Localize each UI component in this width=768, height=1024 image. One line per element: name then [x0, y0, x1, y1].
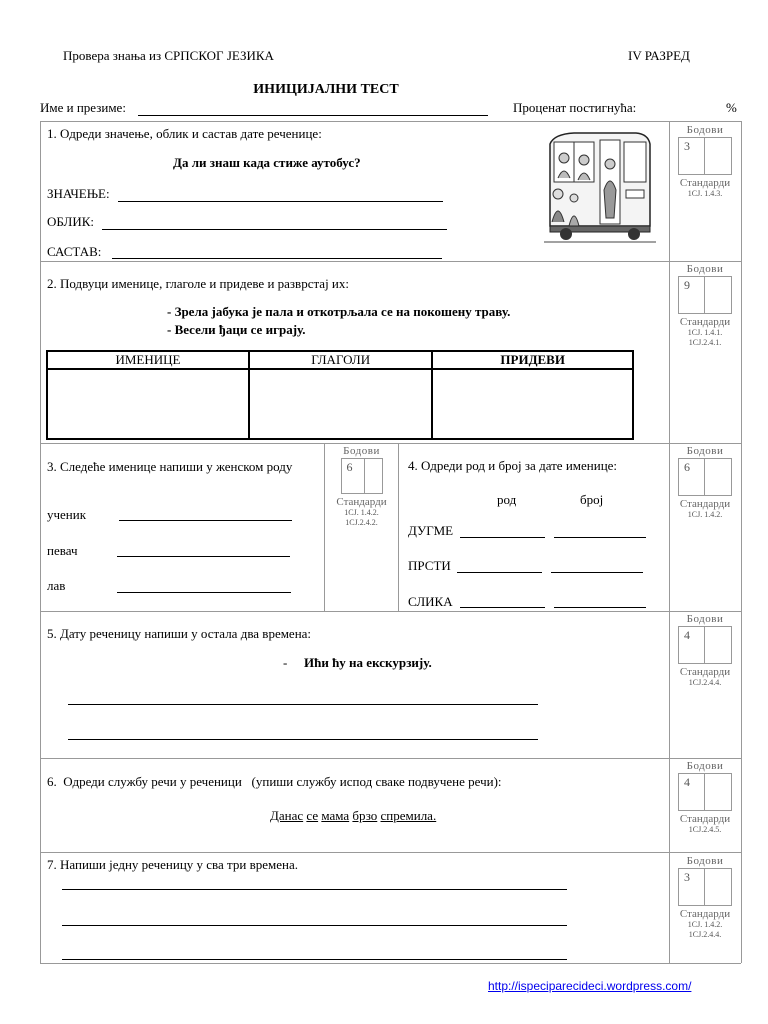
frame-left — [40, 121, 41, 963]
q5-standards-label: Стандарди — [679, 666, 731, 678]
q1-points-box[interactable] — [678, 137, 732, 175]
q3-word-1: ученик — [47, 507, 87, 522]
q4-number-header: број — [580, 492, 604, 507]
q2-verbs-cell[interactable] — [249, 369, 432, 439]
q1-meaning-field[interactable] — [118, 201, 443, 202]
q6-prompt: 6. Одреди службу речи у реченици (упиши службу испод сваке подвучене речи): — [47, 774, 502, 789]
q7-standard-code-1: 1СЈ. 1.4.2. — [687, 920, 723, 929]
q2-prompt: 2. Подвуци именице, глаголе и придеве и разврстај их: — [47, 276, 350, 291]
q7-prompt: 7. Напиши једну реченицу у сва три времена. — [47, 857, 298, 872]
q3-points-box[interactable] — [341, 458, 383, 494]
q4-word-1: ДУГМЕ — [408, 523, 454, 538]
bus-illustration-icon — [544, 130, 656, 246]
q6-points-value: 4 — [684, 775, 690, 789]
q3-prompt: 3. Следеће именице напиши у женском роду — [47, 459, 293, 474]
q2-standard-code-2: 1СЈ.2.4.1. — [688, 338, 722, 347]
frame-right — [741, 121, 742, 963]
q2-points-value: 9 — [684, 278, 690, 292]
q4-standard-code: 1СЈ. 1.4.2. — [687, 510, 723, 519]
q2-column-verbs: ГЛАГОЛИ — [249, 351, 432, 369]
q7-answer-1[interactable] — [62, 889, 567, 890]
q1-standard-code: 1СЈ. 1.4.3. — [687, 189, 723, 198]
q3-points-value: 6 — [346, 460, 353, 474]
q5-sentence: Ићи ћу на екскурзију. — [304, 655, 432, 670]
q4-number-answer-3[interactable] — [554, 607, 646, 608]
q3-score-panel — [325, 445, 398, 528]
q4-word-2: ПРСТИ — [408, 558, 451, 573]
q4-points-label: Бодови — [686, 445, 724, 457]
q4-prompt: 4. Одреди род и број за дате именице: — [408, 458, 618, 473]
q5-points-value: 4 — [684, 628, 690, 642]
source-link[interactable]: http://ispeciparecideci.wordpress.com/ — [488, 979, 692, 993]
q1-points-label: Бодови — [686, 124, 724, 136]
q4-word-3: СЛИКА — [408, 594, 453, 609]
q4-points-box[interactable] — [678, 458, 732, 496]
q1-points-value: 3 — [684, 139, 690, 153]
q4-gender-answer-2[interactable] — [457, 572, 542, 573]
q6-word-3: мама — [321, 808, 350, 823]
grade-label: IV РАЗРЕД — [628, 48, 690, 63]
percent-sign: % — [726, 100, 737, 115]
q1-standards-label: Стандарди — [679, 177, 731, 189]
q3-score-right-divider — [398, 443, 399, 611]
q5-dash: - — [283, 655, 288, 670]
q2-adjectives-cell[interactable] — [432, 369, 633, 439]
q4-number-answer-1[interactable] — [554, 537, 646, 538]
q7-answer-3[interactable] — [62, 959, 567, 960]
name-label: Име и презиме: — [40, 100, 126, 115]
q7-points-box[interactable] — [678, 868, 732, 906]
q3-answer-2[interactable] — [117, 556, 290, 557]
frame-divider-1 — [40, 261, 741, 262]
frame-divider-3 — [40, 611, 741, 612]
q6-score-panel — [670, 760, 740, 835]
q6-standards-label: Стандарди — [679, 813, 731, 825]
q1-meaning-label: ЗНАЧЕЊЕ: — [47, 186, 110, 201]
q3-word-2: певач — [47, 543, 78, 558]
q1-form-field[interactable] — [102, 229, 447, 230]
frame-score-divider — [669, 121, 670, 963]
q3-word-3: лав — [47, 578, 66, 593]
q1-score-panel — [670, 124, 740, 199]
q6-standard-code: 1СЈ.2.4.5. — [688, 825, 722, 834]
q3-answer-3[interactable] — [117, 592, 291, 593]
subject-title: Провера знања из СРПСКОГ ЈЕЗИКА — [63, 48, 274, 63]
q5-prompt: 5. Дату реченицу напиши у остала два времена: — [47, 626, 312, 641]
frame-divider-2 — [40, 443, 741, 444]
q4-standards-label: Стандарди — [679, 498, 731, 510]
q2-sentence-2: - Весели ђаци се играју. — [167, 322, 306, 337]
q5-points-box[interactable] — [678, 626, 732, 664]
frame-top — [40, 121, 741, 122]
q7-points-value: 3 — [684, 870, 690, 884]
q2-nouns-cell[interactable] — [47, 369, 249, 439]
q1-structure-label: САСТАВ: — [47, 244, 102, 259]
q2-sentence-1: - Зрела јабука је пала и откотрљала се на покошену траву. — [167, 304, 511, 319]
percent-label: Проценат постигнућа: — [513, 100, 637, 115]
q6-word-1: Данас — [270, 808, 304, 823]
q3-answer-1[interactable] — [119, 520, 292, 521]
q5-score-panel — [670, 613, 740, 688]
q7-score-panel — [670, 855, 740, 940]
q4-gender-answer-3[interactable] — [460, 607, 545, 608]
q3-standards-label: Стандарди — [336, 496, 387, 508]
q6-points-box[interactable] — [678, 773, 732, 811]
q2-standard-code-1: 1СЈ. 1.4.1. — [687, 328, 723, 337]
q5-answer-2[interactable] — [68, 739, 538, 740]
q1-form-label: ОБЛИК: — [47, 214, 95, 229]
q3-standard-code-2: 1СЈ.2.4.2. — [345, 518, 378, 527]
q1-prompt: 1. Одреди значење, облик и састав дате реченице: — [47, 126, 322, 141]
q3-points-label: Бодови — [343, 445, 380, 457]
q2-points-box[interactable] — [678, 276, 732, 314]
q3-standard-code-1: 1СЈ. 1.4.2. — [344, 508, 379, 517]
q6-word-4: брзо — [352, 808, 378, 823]
q4-number-answer-2[interactable] — [551, 572, 643, 573]
q5-points-label: Бодови — [686, 613, 724, 625]
q6-points-label: Бодови — [686, 760, 724, 772]
q5-standard-code: 1СЈ.2.4.4. — [688, 678, 722, 687]
q2-column-adjectives: ПРИДЕВИ — [432, 351, 633, 369]
test-title: ИНИЦИЈАЛНИ ТЕСТ — [253, 82, 399, 97]
q4-score-panel — [670, 445, 740, 520]
name-field[interactable] — [138, 115, 488, 116]
q6-sentence — [270, 808, 436, 824]
q2-points-label: Бодови — [686, 263, 724, 275]
q2-standards-label: Стандарди — [679, 316, 731, 328]
q4-gender-answer-1[interactable] — [460, 537, 545, 538]
frame-bottom — [40, 963, 741, 964]
q7-answer-2[interactable] — [62, 925, 567, 926]
q1-structure-field[interactable] — [112, 258, 442, 259]
q7-standard-code-2: 1СЈ.2.4.4. — [688, 930, 722, 939]
q4-points-value: 6 — [684, 460, 690, 474]
frame-divider-5 — [40, 852, 741, 853]
q1-sentence: Да ли знаш када стиже аутобус? — [173, 155, 361, 170]
footer — [488, 978, 691, 994]
q4-gender-header: род — [497, 492, 517, 507]
q5-answer-1[interactable] — [68, 704, 538, 705]
frame-divider-4 — [40, 758, 741, 759]
q2-word-table — [46, 350, 634, 440]
q7-points-label: Бодови — [686, 855, 724, 867]
q7-standards-label: Стандарди — [679, 908, 731, 920]
q6-word-2: се — [306, 808, 319, 823]
q2-column-nouns: ИМЕНИЦЕ — [47, 351, 249, 369]
q2-score-panel — [670, 263, 740, 348]
q6-word-5: спремила. — [380, 808, 437, 823]
